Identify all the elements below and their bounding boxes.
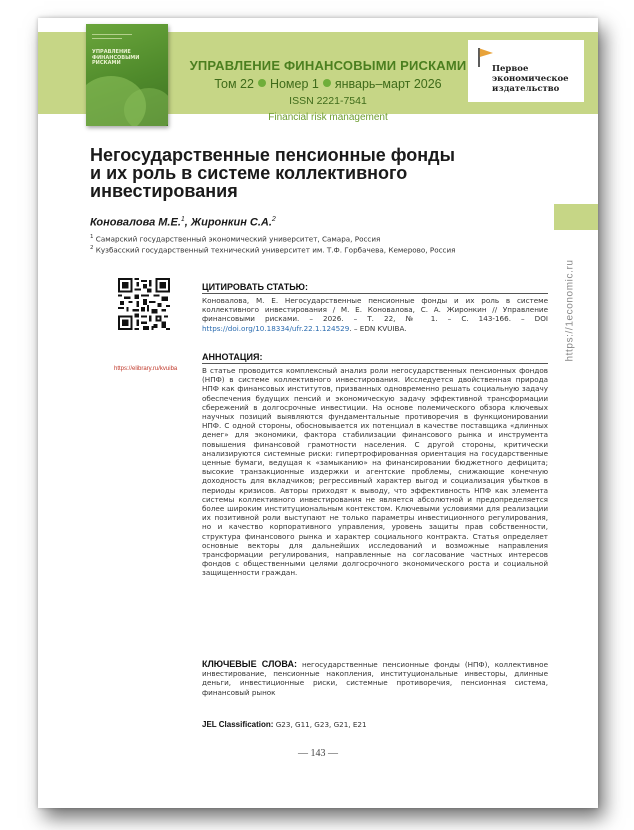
keywords-heading: КЛЮЧЕВЫЕ СЛОВА: (202, 659, 297, 669)
article-title: Негосударственные пенсионные фонды и их роль в системе коллективного инвестирования (90, 145, 455, 201)
journal-title: УПРАВЛЕНИЕ ФИНАНСОВЫМИ РИСКАМИ (189, 58, 467, 73)
side-url[interactable]: https://1economic.ru (564, 259, 576, 362)
bullet-dot-icon (323, 79, 331, 87)
journal-info (178, 46, 478, 128)
journal-cover-image (86, 24, 168, 126)
author-name: Коновалова М.Е. (90, 216, 181, 229)
abstract-heading: АННОТАЦИЯ: (202, 352, 548, 364)
article-page (38, 18, 598, 808)
citation-heading: ЦИТИРОВАТЬ СТАТЬЮ: (202, 282, 548, 294)
citation-text: Коновалова, М. Е. Негосударственные пенсионные фонды и их роль в системе коллективного инвестирования / М. Е. Коновалова, С. А. Жиронкин // Управление финансовыми рисками. – 2026. – Т. 22, № 1. – С. 143-166. – DOI https://doi.org/10.18334/ufr.22.1.124529. – EDN KVUIBA. (202, 296, 548, 333)
keywords-block (202, 660, 548, 697)
qr-code-icon[interactable] (118, 278, 170, 330)
jel-label: JEL Classification: (202, 720, 274, 729)
issue-volume: Том 22 (214, 77, 254, 91)
issue-number: Номер 1 (269, 77, 319, 91)
affiliation: $^2$ Кузбасский государственный технический университет им. Т.Ф. Горбачева, Кемерово, Россия (90, 245, 456, 255)
abstract-text: В статье проводится комплексный анализ роли негосударственных пенсионных фондов (НПФ) в системе коллективного инвестирования. Исследуется двойственная природа НПФ как финансовых институтов, призванных одновременно решать социальную задачу обеспечения будущих пенсий и экономическую задачу эффективной трансформации сбережений в долгосрочные инвестиции. На основе полемического обзора ключевых научных позиций выявляются фундаментальные противоречия в функционировании НПФ. С одной стороны, обосновывается их потенциал в качестве поставщика «длинных денег» для экономики, фактора стабилизации финансового рынка и инструмента повышения финансовой грамотности населения. С другой стороны, критически анализируются системные риски: гипертрофированная ориентация на государственные ценные бумаги, ведущая к «замыканию» на финансировании бюджетного дефицита; высокие транзакционные издержки и агентские проблемы, снижающие конечную доходность для вкладчиков; регрессивный характер выгод и социализация убытков в периоды кризисов. Авторы приходят к выводу, что эффективность НПФ как элемента системы коллективного инвестирования не является абсолютной и предопределяется более широким институциональным контекстом. Ключевыми условиями для реализации их позитивной роли выступают не только параметры инвестиционного регулирования, но и качество корпоративного управления, уровень защиты прав собственности, структура финансового рынка и характер социального контракта. Статья определяет основные векторы для дальнейших исследований и возможные направления трансформации регулирования, направленные на согласование частных интересов фондов с общественными целями долгосрочного экономического роста и социальной защищенности граждан. (202, 366, 548, 578)
publisher-name: Первое экономическое издательство (492, 64, 569, 94)
doi-link[interactable]: https://doi.org/10.18334/ufr.22.1.124529 (202, 323, 350, 333)
author-name: Жиронкин С.А. (190, 216, 272, 229)
qr-link[interactable]: https://elibrary.ru/kvuiba (114, 366, 178, 372)
page-number: — 143 — (298, 748, 338, 759)
keywords-text: негосударственные пенсионные фонды (НПФ), коллективное инвестирование, пенсионные накопления, институциональные инвесторы, длинные деньги, инвестиционные риски, системные противоречия, пенсионная система, финансовый рынок (202, 660, 548, 697)
side-tab (554, 204, 598, 230)
affiliation: $^1$ Самарский государственный экономический университет, Самара, Россия (90, 234, 381, 244)
issue-period: январь–март 2026 (334, 77, 442, 91)
jel-codes: G23, G11, G23, G21, E21 (275, 720, 367, 729)
journal-title-en: Financial risk management (268, 112, 388, 123)
article-authors: Коновалова М.Е.$^1$, Жиронкин С.А.$^2$ (90, 216, 276, 229)
jel-classification (202, 720, 548, 729)
publisher-logo (468, 40, 584, 102)
journal-issue (178, 77, 478, 91)
cover-title: УПРАВЛЕНИЕ ФИНАНСОВЫМИ РИСКАМИ (92, 49, 140, 66)
journal-issn: ISSN 2221-7541 (289, 95, 367, 107)
bullet-dot-icon (258, 79, 266, 87)
